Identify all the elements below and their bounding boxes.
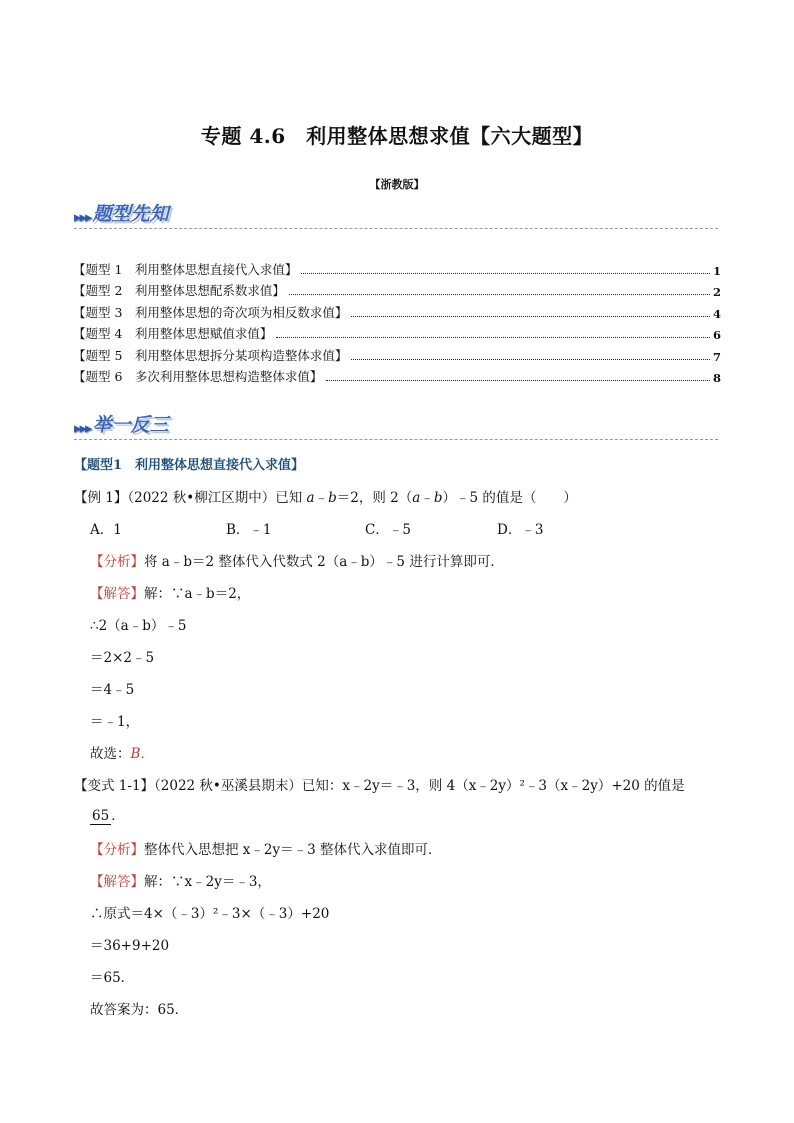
solution-step: ＝65．	[90, 970, 135, 986]
option-d: D．﹣3	[497, 522, 544, 538]
solution-step: ＝4﹣5	[90, 682, 135, 698]
toc-item-page: 2	[712, 285, 721, 299]
toc-leader-dots	[351, 359, 710, 360]
toc-item-page: 8	[712, 371, 721, 385]
toc-item[interactable]	[73, 256, 721, 278]
table-of-contents	[73, 256, 721, 385]
toc-item[interactable]	[73, 364, 721, 386]
toc-leader-dots	[351, 316, 710, 317]
toc-leader-dots	[301, 273, 710, 274]
edition-label: 【浙教版】	[369, 178, 425, 191]
answer-intro: 【解答】解：∵a﹣b＝2，	[90, 586, 251, 602]
practice-banner-text: 举一反三	[92, 414, 169, 436]
toc-item[interactable]	[73, 321, 721, 343]
solution-step: ＝﹣1，	[90, 714, 140, 730]
toc-item-label: 【题型 3 利用整体思想的奇次项为相反数求值】	[73, 304, 348, 320]
toc-item[interactable]	[73, 278, 721, 300]
final-choice: 故选：B．	[90, 746, 154, 762]
option-b: B．﹣1	[226, 522, 272, 538]
answer-intro: 【解答】解：∵x﹣2y＝﹣3，	[90, 874, 271, 890]
practice-banner	[74, 411, 169, 437]
triple-arrow-icon: ▸▸▸	[74, 419, 91, 437]
toc-item-label: 【题型 1 利用整体思想直接代入求值】	[73, 261, 298, 277]
toc-item-page: 1	[712, 263, 721, 278]
divider	[74, 228, 718, 229]
option-a: A．1	[90, 522, 122, 538]
toc-banner-text: 题型先知	[92, 203, 169, 225]
toc-item[interactable]	[73, 342, 721, 364]
section-title: 【题型1 利用整体思想直接代入求值】	[74, 458, 305, 473]
toc-item-page: 6	[712, 328, 721, 342]
toc-leader-dots	[276, 337, 710, 338]
analysis: 【分析】整体代入思想把 x﹣2y＝﹣3 整体代入求值即可．	[90, 842, 442, 858]
solution-step: ＝2×2﹣5	[90, 650, 155, 666]
solution-step: ＝36+9+20	[90, 938, 170, 954]
toc-leader-dots	[326, 380, 710, 381]
variant-question: 【变式 1-1】（2022 秋•巫溪县期末）已知：x﹣2y＝﹣3，则 4（x﹣2y）²﹣3（x﹣2y）+20 的值是	[74, 778, 685, 794]
document-title: 专题 4.6 利用整体思想求值【六大题型】	[200, 124, 594, 148]
toc-item-page: 7	[712, 349, 721, 364]
toc-leader-dots	[289, 294, 710, 295]
option-c: C．﹣5	[365, 522, 411, 538]
analysis: 【分析】将 a﹣b＝2 整体代入代数式 2（a﹣b）﹣5 进行计算即可．	[90, 554, 504, 570]
solution-step: ∴2（a﹣b）﹣5	[90, 618, 187, 634]
toc-item-label: 【题型 4 利用整体思想赋值求值】	[73, 326, 273, 341]
triple-arrow-icon: ▸▸▸	[74, 208, 91, 226]
divider	[74, 439, 718, 440]
final-answer: 故答案为：65．	[90, 1002, 189, 1018]
answer-blank-line: 65 ．	[92, 808, 125, 824]
example-question: 【例 1】（2022 秋•柳江区期中）已知 a﹣b＝2，则 2（a﹣b）﹣5 的值是（ ）	[74, 490, 577, 506]
toc-item-page: 4	[712, 306, 721, 321]
toc-banner	[74, 200, 169, 226]
toc-item[interactable]	[73, 299, 721, 321]
toc-item-label: 【题型 6 多次利用整体思想构造整体求值】	[73, 369, 323, 384]
solution-step: ∴原式＝4×（﹣3）²﹣3×（﹣3）+20	[90, 906, 330, 922]
answer-blank: 65	[92, 808, 110, 824]
toc-item-label: 【题型 2 利用整体思想配系数求值】	[73, 283, 285, 298]
toc-item-label: 【题型 5 利用整体思想拆分某项构造整体求值】	[73, 347, 348, 363]
